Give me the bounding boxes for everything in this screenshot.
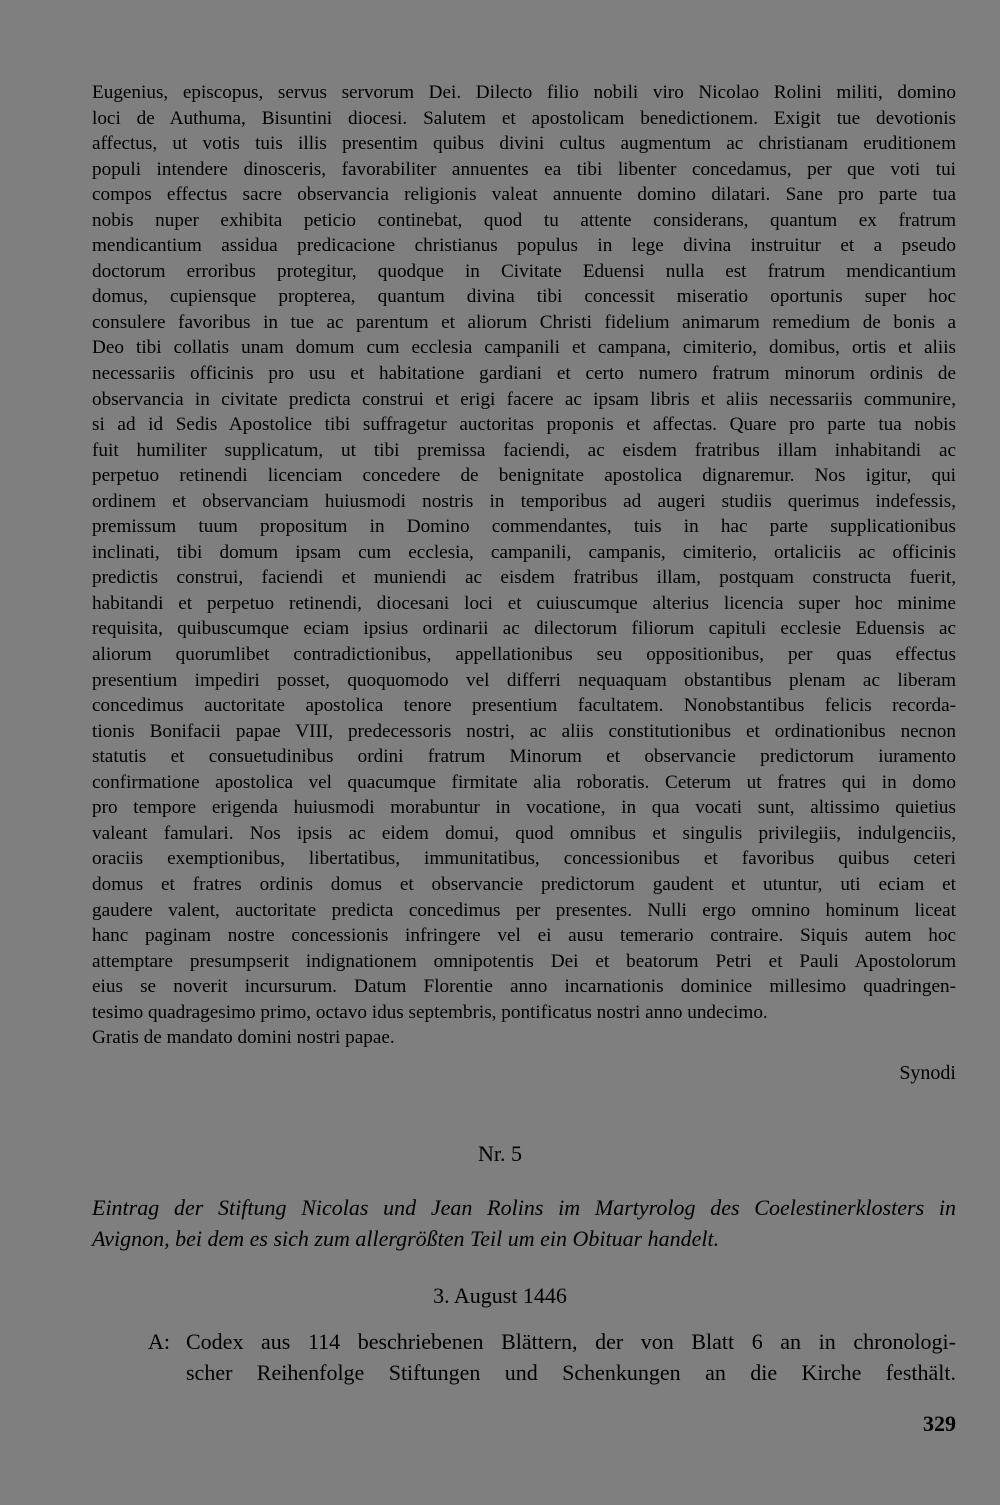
text-line: loci de Authuma, Bisuntini diocesi. Salutem et apostolicam benedictionem. Exigit tue devotionis <box>92 107 956 129</box>
text-line: oraciis exemptionibus, libertatibus, immunitatibus, concessionibus et favoribus quibus ceteri <box>92 848 956 870</box>
text-line: necessariis officinis pro usu et habitatione gardiani et certo numero fratrum minorum ordinis de <box>92 363 956 385</box>
text-line: domus et fratres ordinis domus et observancie predictorum gaudent et utuntur, uti eciam et <box>92 873 956 895</box>
text-line: si ad id Sedis Apostolice tibi suffragetur auctoritas proponis et affectas. Quare pro parte tua nobis <box>92 414 956 436</box>
document-heading <box>92 1192 956 1254</box>
heading-line: Eintrag der Stiftung Nicolas und Jean Rolins im Martyrolog des Coelestinerklosters in <box>92 1195 956 1220</box>
source-line: scher Reihenfolge Stiftungen und Schenkungen an die Kirche festhält. <box>186 1360 956 1385</box>
text-line: requisita, quibuscumque eciam ipsius ordinarii ac dilectorum filiorum capituli ecclesie Eduensis ac <box>92 618 956 640</box>
text-line: Eugenius, episcopus, servus servorum Dei. Dilecto filio nobili viro Nicolao Rolini militi, domino <box>92 82 956 103</box>
text-line: statutis et consuetudinibus ordini fratrum Minorum et observancie predictorum iuramento <box>92 746 956 768</box>
text-line: fuit humiliter supplicatum, ut tibi premissa faciendi, ac eisdem fratribus illam inhabitandi ac <box>92 439 956 461</box>
text-line: eius se noverit incursurum. Datum Florentie anno incarnationis dominice millesimo quadringen- <box>92 976 956 998</box>
text-line: habitandi et perpetuo retinendi, diocesani loci et cuiuscumque alterius licencia super hoc minime <box>92 592 956 614</box>
text-line: confirmatione apostolica vel quacumque firmitate alia roboratis. Ceterum ut fratres qui in domo <box>92 771 956 793</box>
closing-note: Gratis de mandato domini nostri papae. <box>92 1027 395 1049</box>
text-line: aliorum quorumlibet contradictionibus, appellationibus seu oppositionibus, per quas effectus <box>92 644 956 666</box>
text-line: ordinem et observanciam huiusmodi nostris in temporibus ad augeri studiis querimus indefessis, <box>92 490 956 512</box>
text-line: inclinati, tibi domum ipsam cum ecclesia, campanili, campanis, cimiterio, ortaliciis ac officinis <box>92 541 956 563</box>
source-text <box>186 1326 956 1388</box>
text-line: doctorum erroribus protegitur, quodque in Civitate Eduensi nulla est fratrum mendicantium <box>92 260 956 282</box>
heading-line: Avignon, bei dem es sich zum allergrößten Teil um ein Obituar handelt. <box>92 1226 720 1251</box>
source-line: Codex aus 114 beschriebenen Blättern, der von Blatt 6 an in chronologi- <box>186 1329 956 1354</box>
text-line: hanc paginam nostre concessionis infringere vel ei ausu temerario contraire. Siquis autem hoc <box>92 925 956 947</box>
text-line: gaudere valent, auctoritate predicta concedimus per presentes. Nulli ergo omnino hominum liceat <box>92 899 956 921</box>
text-line: consulere favoribus in tue ac parentum et aliorum Christi fidelium animarum remedium de bonis a <box>92 311 956 333</box>
page-number: 329 <box>923 1411 956 1436</box>
text-line: attemptare presumpserit indignationem omnipotentis Dei et beatorum Petri et Pauli Apostolorum <box>92 950 956 972</box>
text-line: tesimo quadragesimo primo, octavo idus septembris, pontificatus nostri anno undecimo. <box>92 1001 768 1023</box>
signature-synodi: Synodi <box>899 1062 956 1084</box>
text-line: compos effectus sacre observancia religionis valeat annuente domino dilatari. Sane pro parte tua <box>92 184 956 206</box>
text-line: mendicantium assidua predicacione christianus populus in lege divina instruitur et a pseudo <box>92 235 956 257</box>
text-line: Deo tibi collatis unam domum cum ecclesia campanili et campana, cimiterio, domibus, ortis et aliis <box>92 337 956 359</box>
papal-letter-text <box>92 80 956 1051</box>
text-line: affectus, ut votis tuis illis presentim quibus divini cultus augmentum ac christianam eruditionem <box>92 133 956 155</box>
text-line: perpetuo retinendi licenciam concedere de benignitate apostolica dignaremur. Nos igitur, qui <box>92 465 956 487</box>
text-line: domus, cupiensque propterea, quantum divina tibi concessit miseratio oportunis super hoc <box>92 286 956 308</box>
source-label: A: <box>148 1329 170 1354</box>
text-line: nobis nuper exhibita peticio continebat, quod tu attente considerans, quantum ex fratrum <box>92 209 956 231</box>
text-line: valeant famulari. Nos ipsis ac eidem domui, quod omnibus et singulis privilegiis, indulgenciis, <box>92 822 956 844</box>
document-number: Nr. 5 <box>478 1141 522 1166</box>
text-line: presentium impediri posset, quoquomodo vel differri nequaquam obstantibus plenam ac liberam <box>92 669 956 691</box>
text-line: premissum tuum propositum in Domino commendantes, tuis in hac parte supplicationibus <box>92 516 956 538</box>
text-line: tionis Bonifacii papae VIII, predecessoris nostri, ac aliis constitutionibus et ordinationibus necnon <box>92 720 956 742</box>
text-line: concedimus auctoritate apostolica tenore presentium facultatem. Nonobstantibus felicis recorda- <box>92 695 956 717</box>
text-line: predictis construi, faciendi et muniendi ac eisdem fratribus illam, postquam constructa fuerit, <box>92 567 956 589</box>
text-line: populi intendere dinosceris, favorabiliter annuentes ea tibi libenter concedamus, per que voti tui <box>92 158 956 180</box>
text-line: pro tempore erigenda huiusmodi morabuntur in vocatione, in qua vocati sunt, altissimo quietius <box>92 797 956 819</box>
document-date: 3. August 1446 <box>433 1283 567 1308</box>
text-line: observancia in civitate predicta construi et erigi facere ac ipsam libris et aliis necessariis communire, <box>92 388 956 410</box>
